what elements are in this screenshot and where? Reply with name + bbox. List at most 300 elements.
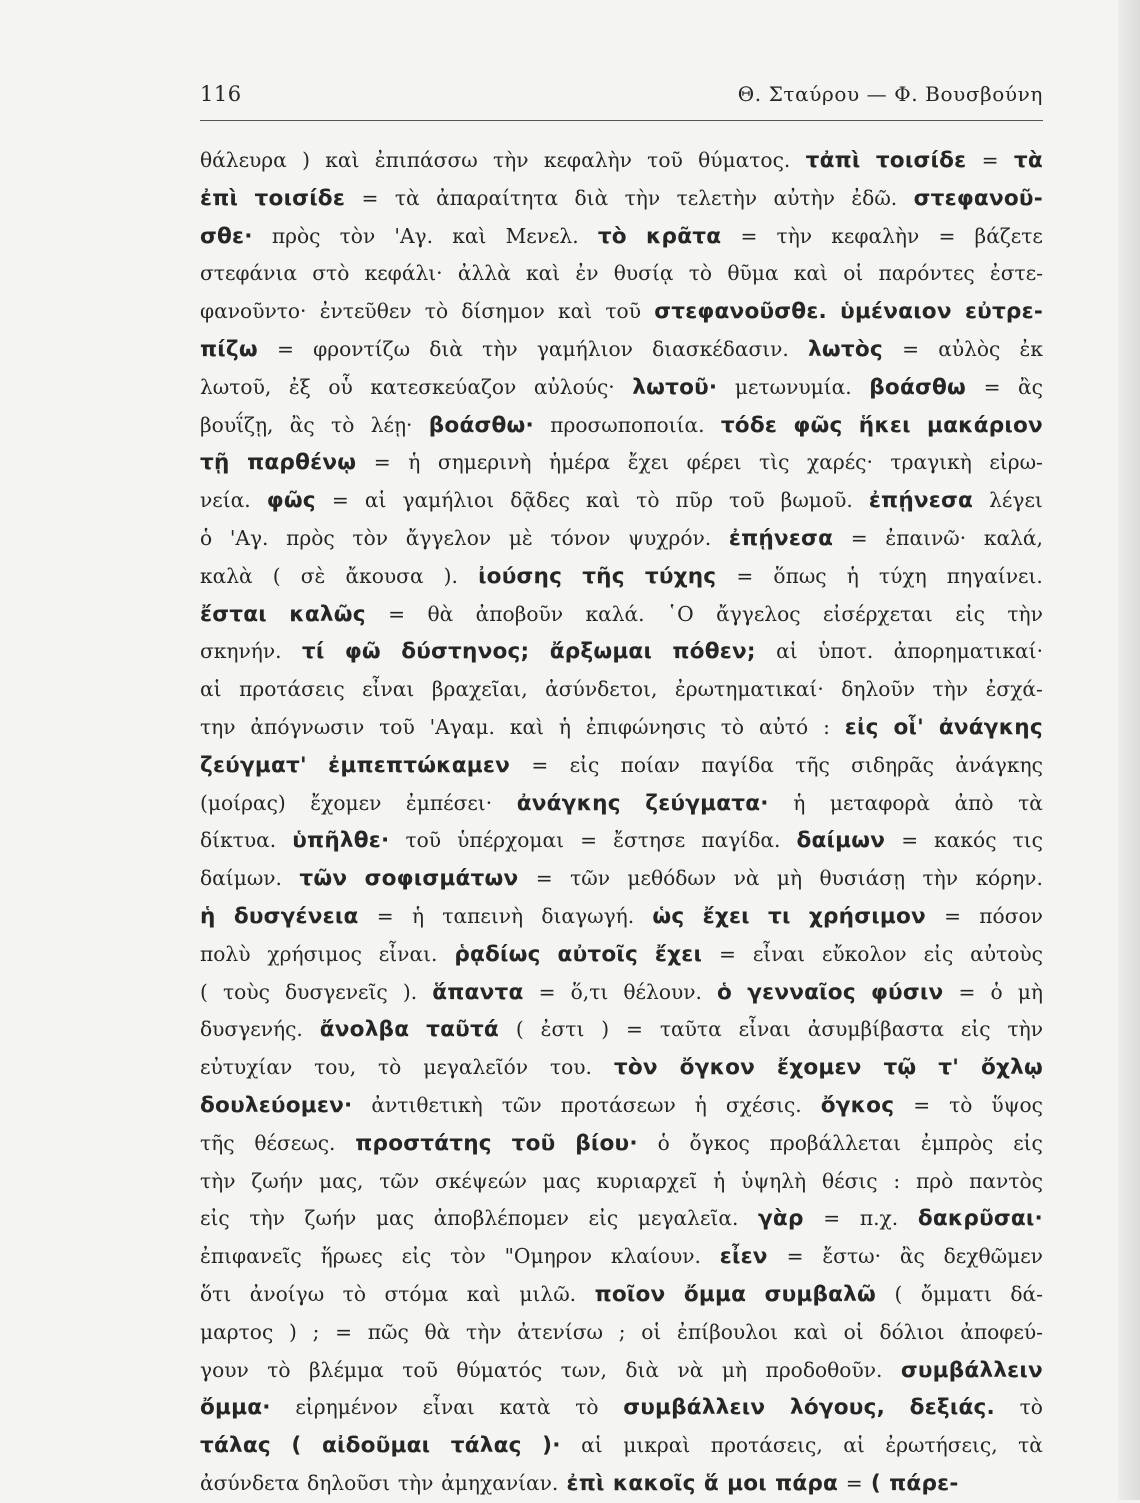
lemma-word: ἡ xyxy=(200,903,216,929)
word: ἀσύνδετα xyxy=(200,1470,300,1495)
lemma-word: ζεύγματα· xyxy=(645,790,769,816)
word: ὕψος xyxy=(991,1092,1043,1117)
word: οἱ xyxy=(843,261,864,286)
word: ἄγγελον xyxy=(405,525,492,550)
lemma-word: λόγους, xyxy=(789,1395,885,1421)
lemma-word: δακρῦσαι· xyxy=(917,1206,1043,1232)
word: αἱ xyxy=(776,639,798,664)
word: τὸ xyxy=(424,299,449,324)
word: βουΐζῃ, xyxy=(200,412,274,437)
lemma-word: δυσγένεια xyxy=(233,903,359,929)
word: δαίμων. xyxy=(200,866,282,891)
word: τὴν xyxy=(1007,601,1043,626)
lemma-word: τι xyxy=(768,903,791,929)
word: καλὰ xyxy=(200,563,253,588)
word: τύχη xyxy=(878,563,927,588)
word: τὸ xyxy=(378,1055,402,1080)
text-line xyxy=(200,407,1043,445)
word: ὅ,τι xyxy=(570,979,609,1004)
lemma-word: μοι xyxy=(727,1470,767,1496)
text-line xyxy=(200,1049,1043,1087)
word: αἱ xyxy=(200,677,222,702)
lemma-word: ἔσται xyxy=(200,601,267,627)
word: ) xyxy=(288,1319,297,1344)
word: θυσιάσῃ xyxy=(819,866,906,891)
lemma-word: καλῶς xyxy=(289,601,366,627)
word: μὴ xyxy=(721,1357,748,1382)
word: σημερινὴ xyxy=(437,450,532,475)
text-line xyxy=(200,520,1043,558)
word: γαμήλιοι xyxy=(402,488,495,513)
word: χαρές· xyxy=(806,450,873,475)
word: κλαίουν. xyxy=(610,1244,701,1269)
word: τὸ xyxy=(342,1281,366,1306)
word: ἡ xyxy=(793,790,806,815)
word: ἀνοίγω xyxy=(249,1281,325,1306)
text-line xyxy=(200,142,1043,180)
word: ἐπιφανεῖς xyxy=(200,1244,302,1269)
word: κατὰ xyxy=(499,1395,551,1420)
text-line xyxy=(200,293,1043,331)
word: ἐπιφώνησις xyxy=(585,714,706,739)
word: φροντίζω xyxy=(313,336,411,361)
text-line xyxy=(200,255,1043,293)
word: εἰς xyxy=(401,1244,432,1269)
word: εἰς xyxy=(588,1206,619,1231)
word: μὴ xyxy=(776,866,803,891)
word: οὗ xyxy=(328,374,353,399)
word: μεγαλεῖα. xyxy=(637,1206,739,1231)
lemma-word: γενναῖος xyxy=(747,979,856,1005)
word: = xyxy=(538,979,556,1004)
word: ἂς xyxy=(289,412,315,437)
lemma-word: ὄμμα· xyxy=(200,1395,271,1421)
lemma-word: οἷ' xyxy=(893,714,924,740)
word: ἀποβλέπομεν xyxy=(433,1206,569,1231)
word: στεφάνια xyxy=(200,261,297,286)
word: τῶν xyxy=(570,866,610,891)
word: ἂς xyxy=(1018,374,1043,399)
page-number: 116 xyxy=(200,82,242,106)
word: καὶ xyxy=(525,261,561,286)
word: = xyxy=(388,601,406,626)
word: του. xyxy=(549,1055,592,1080)
word: σκηνήν. xyxy=(200,639,282,664)
word: 'Αγαμ. xyxy=(429,714,495,739)
lemma-word: χρήσιμον xyxy=(808,903,926,929)
word: ἄγγελος xyxy=(716,601,801,626)
word: τὸ xyxy=(267,1357,291,1382)
word: δίσημον xyxy=(461,299,545,324)
lemma-word: στεφανοῦσθε. xyxy=(654,299,827,325)
word: ; xyxy=(312,1319,320,1344)
word: ψυχρόν. xyxy=(628,525,712,550)
word: καὶ xyxy=(793,1319,828,1344)
word: νὰ xyxy=(733,866,760,891)
word: ἡ xyxy=(694,1092,707,1117)
lemma-word: ὑμέναιον xyxy=(840,299,952,325)
word: προτάσεις xyxy=(239,677,345,702)
word: τὸ xyxy=(720,714,745,739)
word: θῦμα xyxy=(727,261,779,286)
lemma-word: δαίμων xyxy=(796,828,886,854)
word: ὁ xyxy=(990,979,1003,1004)
word: ὑπέρχομαι xyxy=(457,828,565,853)
word: θύματος. xyxy=(698,148,791,172)
word: ἐπαινῶ· xyxy=(885,525,967,550)
commentary-text xyxy=(200,142,1043,1503)
word: μας xyxy=(542,1168,581,1193)
lemma-word: φῶς xyxy=(793,412,843,438)
word: στόμα xyxy=(384,1281,449,1306)
word: τὸ xyxy=(1019,1395,1043,1420)
lemma-word: ἐπὶ xyxy=(566,1470,605,1496)
text-line xyxy=(200,331,1043,369)
lemma-word: φύσιν xyxy=(870,979,944,1005)
word: χρήσιμος xyxy=(267,941,362,966)
word: παγίδα xyxy=(701,752,774,777)
word: αὐλὸς xyxy=(938,336,1001,361)
word: ἀποβοῦν xyxy=(475,601,564,626)
lemma-word: ἅπαντα xyxy=(432,979,524,1005)
word: ἡ xyxy=(846,563,859,588)
word: ὁ xyxy=(200,525,213,550)
word: πρὸ xyxy=(916,1168,954,1193)
word: αὐλούς· xyxy=(533,374,615,399)
text-line xyxy=(200,785,1043,823)
word: ἂς xyxy=(899,1244,925,1269)
page-header xyxy=(200,76,1043,121)
lemma-word: ( xyxy=(870,1470,881,1496)
word: ζωήν xyxy=(251,1168,304,1193)
word: = xyxy=(373,450,391,475)
word: τοῦ xyxy=(402,1357,438,1382)
word: δηλοῦν xyxy=(841,677,915,702)
word: δυσγενής. xyxy=(200,1017,303,1042)
word: μεγαλεῖόν xyxy=(423,1055,529,1080)
word: πρὸς xyxy=(271,223,321,248)
word: προτάσεων xyxy=(560,1092,676,1117)
word: = xyxy=(845,1470,863,1495)
word: βραχεῖαι, xyxy=(431,677,528,702)
word: τῆς xyxy=(795,752,830,777)
word: ἐκ xyxy=(1019,336,1043,361)
word: κόρην. xyxy=(975,866,1043,891)
word: ἀσύνδετοι, xyxy=(545,677,658,702)
lemma-word: ἔχει xyxy=(702,903,750,929)
word: ( xyxy=(515,1017,524,1042)
word: ἐπίβουλοι xyxy=(677,1319,779,1344)
lemma-word: προστάτης xyxy=(355,1130,492,1156)
word: = xyxy=(902,336,919,361)
text-line xyxy=(200,633,1043,671)
lemma-word: ἀνάγκης xyxy=(516,790,621,816)
lemma-word: αἰδοῦμαι xyxy=(322,1433,431,1459)
word: τραγικὴ xyxy=(890,450,972,475)
word: εἰρημένον xyxy=(295,1395,398,1420)
text-line xyxy=(200,709,1043,747)
word: τις xyxy=(1012,828,1043,853)
word: ὑψηλὴ xyxy=(741,1168,807,1193)
word: οἱ xyxy=(843,1319,864,1344)
word: δυσγενεῖς xyxy=(285,979,388,1004)
word: "Ομηρον xyxy=(504,1244,592,1269)
word: λέγει xyxy=(989,488,1043,513)
lemma-word: ὄμμα xyxy=(683,1281,747,1307)
word: = xyxy=(376,903,394,928)
word: ὑποτ. xyxy=(817,639,874,664)
word: μὴ xyxy=(1017,979,1043,1004)
word: καὶ xyxy=(452,223,487,248)
lemma-word: τῇ xyxy=(200,450,230,476)
word: μας, xyxy=(318,1168,364,1193)
word: ἀλλὰ xyxy=(457,261,511,286)
word: μας xyxy=(375,1206,414,1231)
word: = xyxy=(740,223,758,248)
lemma-word: ἥκει xyxy=(858,412,911,438)
lemma-word: ἄνολβα xyxy=(319,1017,410,1043)
word: πολὺ xyxy=(200,941,251,966)
word: νεία. xyxy=(200,488,251,513)
word: θέλουν. xyxy=(623,979,702,1004)
word: = xyxy=(913,1092,931,1117)
word: = xyxy=(535,866,553,891)
word: προβάλλεται xyxy=(769,1130,901,1155)
word: καλά. xyxy=(585,601,645,626)
word: ( xyxy=(200,979,208,1004)
word: διὰ xyxy=(625,1357,660,1382)
word: τελετὴν xyxy=(676,185,758,210)
word: βλέμμα xyxy=(309,1357,384,1382)
lemma-word: ἐπῄνεσα xyxy=(868,488,974,514)
word: ἔχει xyxy=(627,450,670,475)
lemma-word: φῶ xyxy=(344,639,381,665)
word: μαρτος xyxy=(200,1319,274,1344)
word: σχέσις. xyxy=(725,1092,802,1117)
word: ὅπως xyxy=(773,563,827,588)
word: αὐτοὺς xyxy=(970,941,1043,966)
word: τὸ xyxy=(949,1092,973,1117)
word: ). xyxy=(443,563,458,588)
lemma-word: παρθένῳ xyxy=(247,450,357,476)
word: = xyxy=(335,1319,353,1344)
word: δεχθῶμεν xyxy=(943,1244,1043,1269)
lemma-word: τὰ xyxy=(1013,148,1043,173)
word: = xyxy=(626,1017,643,1042)
lemma-word: γὰρ xyxy=(758,1206,804,1232)
word: ἐσχά- xyxy=(985,677,1043,702)
lemma-word: τόδε xyxy=(720,412,778,438)
word: 'Αγ. xyxy=(229,525,269,550)
word: θυσίᾳ xyxy=(613,261,674,286)
page-edge xyxy=(1118,0,1140,1500)
word: φανοῦντο· xyxy=(200,299,307,324)
word: του, xyxy=(314,1055,357,1080)
word: ἡ xyxy=(408,450,421,475)
word: ταπεινὴ xyxy=(442,903,524,928)
word: : xyxy=(823,714,830,739)
word: παγίδα. xyxy=(701,828,781,853)
lemma-word: τ' xyxy=(938,1055,960,1081)
word: σὲ xyxy=(300,563,326,588)
word: τὸ xyxy=(575,1395,599,1420)
word: μικραὶ xyxy=(623,1433,691,1458)
word: εἰσέρχεται xyxy=(822,601,933,626)
lemma-word: εἰς xyxy=(844,714,879,740)
word: ἀπορηματικαί· xyxy=(893,639,1043,664)
word: δηλοῦσι xyxy=(307,1470,391,1495)
word: τὰ xyxy=(1018,1433,1043,1458)
lemma-word: τί xyxy=(301,639,325,665)
word: ) xyxy=(302,148,310,172)
word: μεθόδων xyxy=(627,866,717,891)
word: λέῃ· xyxy=(370,412,413,437)
word: εἶναι xyxy=(362,677,415,702)
lemma-word: τἀπὶ xyxy=(805,148,861,173)
word: κεφαλὴν xyxy=(543,148,632,172)
word: ἐστε- xyxy=(989,261,1043,286)
word: πρὸς xyxy=(286,525,335,550)
word: τὴν xyxy=(624,185,661,210)
word: σκέψεών xyxy=(434,1168,527,1193)
word: ἥρωες xyxy=(320,1244,383,1269)
word: τοῦ xyxy=(379,714,415,739)
word: διὰ xyxy=(574,185,609,210)
word: = xyxy=(361,185,379,210)
word: αὐτὴν xyxy=(773,185,835,210)
word: ὄγκος xyxy=(689,1130,750,1155)
word: πῦρ xyxy=(675,488,713,513)
word: θέσις xyxy=(821,1168,878,1193)
lemma-word: ὄγκος xyxy=(820,1092,895,1118)
word: τὸν xyxy=(339,223,376,248)
lemma-word: ζεύγματ' xyxy=(200,752,307,778)
word: = xyxy=(531,752,549,777)
lemma-word: σθε· xyxy=(200,223,253,249)
word: = xyxy=(944,903,962,928)
word: τὶς xyxy=(759,450,790,475)
word: εἶναι xyxy=(422,1395,475,1420)
word: προσωποποιία. xyxy=(550,412,705,437)
lemma-word: ἅ xyxy=(703,1470,719,1496)
word: εἶναι. xyxy=(378,941,438,966)
text-line xyxy=(200,1200,1043,1238)
word: εἰς xyxy=(923,941,954,966)
word: γαμήλιον xyxy=(536,336,633,361)
word: ἔστησε xyxy=(613,828,686,853)
word: ὄμματι xyxy=(920,1281,992,1306)
word: = xyxy=(981,148,999,172)
text-line xyxy=(200,1011,1043,1049)
word: εἰς xyxy=(200,1206,230,1231)
text-line xyxy=(200,747,1043,785)
word: θύματός xyxy=(456,1357,543,1382)
word: τὴν xyxy=(1007,1017,1043,1042)
word: τὴν xyxy=(482,336,518,361)
text-line xyxy=(200,898,1043,936)
lemma-word: τοισίδε xyxy=(254,185,346,211)
word: ἀτενίσω xyxy=(517,1319,603,1344)
word: ( xyxy=(272,563,281,588)
lemma-word: )· xyxy=(542,1433,561,1459)
word: πόσον xyxy=(979,903,1043,928)
lemma-word: τῆς xyxy=(582,563,625,589)
text-line xyxy=(200,596,1043,634)
lemma-word: τάλας xyxy=(200,1433,271,1459)
text-line xyxy=(200,1276,1043,1314)
word: πηγαίνει. xyxy=(946,563,1043,588)
word: = xyxy=(580,828,598,853)
word: καὶ xyxy=(585,488,621,513)
lemma-word: τὸν xyxy=(613,1055,658,1081)
word: θέσεως. xyxy=(254,1130,336,1155)
word: ἐρωτήσεις, xyxy=(885,1433,998,1458)
word: θὰ xyxy=(424,1319,451,1344)
word: τὸν xyxy=(450,1244,486,1269)
lemma-word: στεφανοῦ- xyxy=(913,185,1043,211)
word: μετωνυμία. xyxy=(734,374,852,399)
word: παρόντες xyxy=(878,261,975,286)
text-line xyxy=(200,1465,1043,1503)
word: τὴν xyxy=(493,148,529,172)
text-line xyxy=(200,1163,1043,1201)
lemma-word: ὄχλῳ xyxy=(980,1055,1043,1081)
word: θὰ xyxy=(427,601,454,626)
word: ἀμηχανίαν. xyxy=(441,1470,559,1495)
lemma-word: ποῖον xyxy=(594,1281,666,1307)
word: ἀποφεύ- xyxy=(960,1319,1043,1344)
word: τῶν xyxy=(379,1168,420,1193)
lemma-word: ἔχει xyxy=(654,941,703,967)
word: εὔκολον xyxy=(821,941,907,966)
word: ἀντιθετικὴ xyxy=(371,1092,483,1117)
word: = xyxy=(983,374,1001,399)
lemma-word: ὁ xyxy=(717,979,733,1005)
word: = xyxy=(850,525,868,550)
word: νὰ xyxy=(677,1357,704,1382)
lemma-word: ἐμπεπτώκαμεν xyxy=(328,752,510,778)
text-line xyxy=(200,1427,1043,1465)
word: τὰ xyxy=(394,185,420,210)
word: ζωήν xyxy=(304,1206,357,1231)
word: μεταφορὰ xyxy=(829,790,930,815)
word: προδοθοῦν. xyxy=(765,1357,883,1382)
word: ἄκουσα xyxy=(345,563,424,588)
word: καὶ xyxy=(466,1281,501,1306)
word: = xyxy=(331,488,349,513)
lemma-word: βοάσθω xyxy=(869,374,967,400)
lemma-word: τῷ xyxy=(883,1055,917,1081)
word: ἡμέρα xyxy=(548,450,611,475)
lemma-word: ἰούσης xyxy=(478,563,563,589)
word: ἐν xyxy=(575,261,599,286)
word: καὶ xyxy=(509,714,545,739)
word: ῾Ο xyxy=(667,601,694,626)
word: τοῦ xyxy=(647,148,683,172)
word: κατεσκεύαζον xyxy=(370,374,517,399)
word: οἱ xyxy=(641,1319,662,1344)
lemma-word: σοφισμάτων xyxy=(364,866,519,892)
text-line xyxy=(200,180,1043,218)
word: ἡ xyxy=(411,903,425,928)
word: στὸ xyxy=(312,261,350,286)
lemma-word: ἐπῄνεσα xyxy=(728,525,834,551)
word: = xyxy=(736,563,754,588)
lemma-word: πόθεν; xyxy=(672,639,756,665)
word: τὸ xyxy=(688,261,713,286)
word: ἐμπρὸς xyxy=(920,1130,994,1155)
word: εἰς xyxy=(569,752,600,777)
